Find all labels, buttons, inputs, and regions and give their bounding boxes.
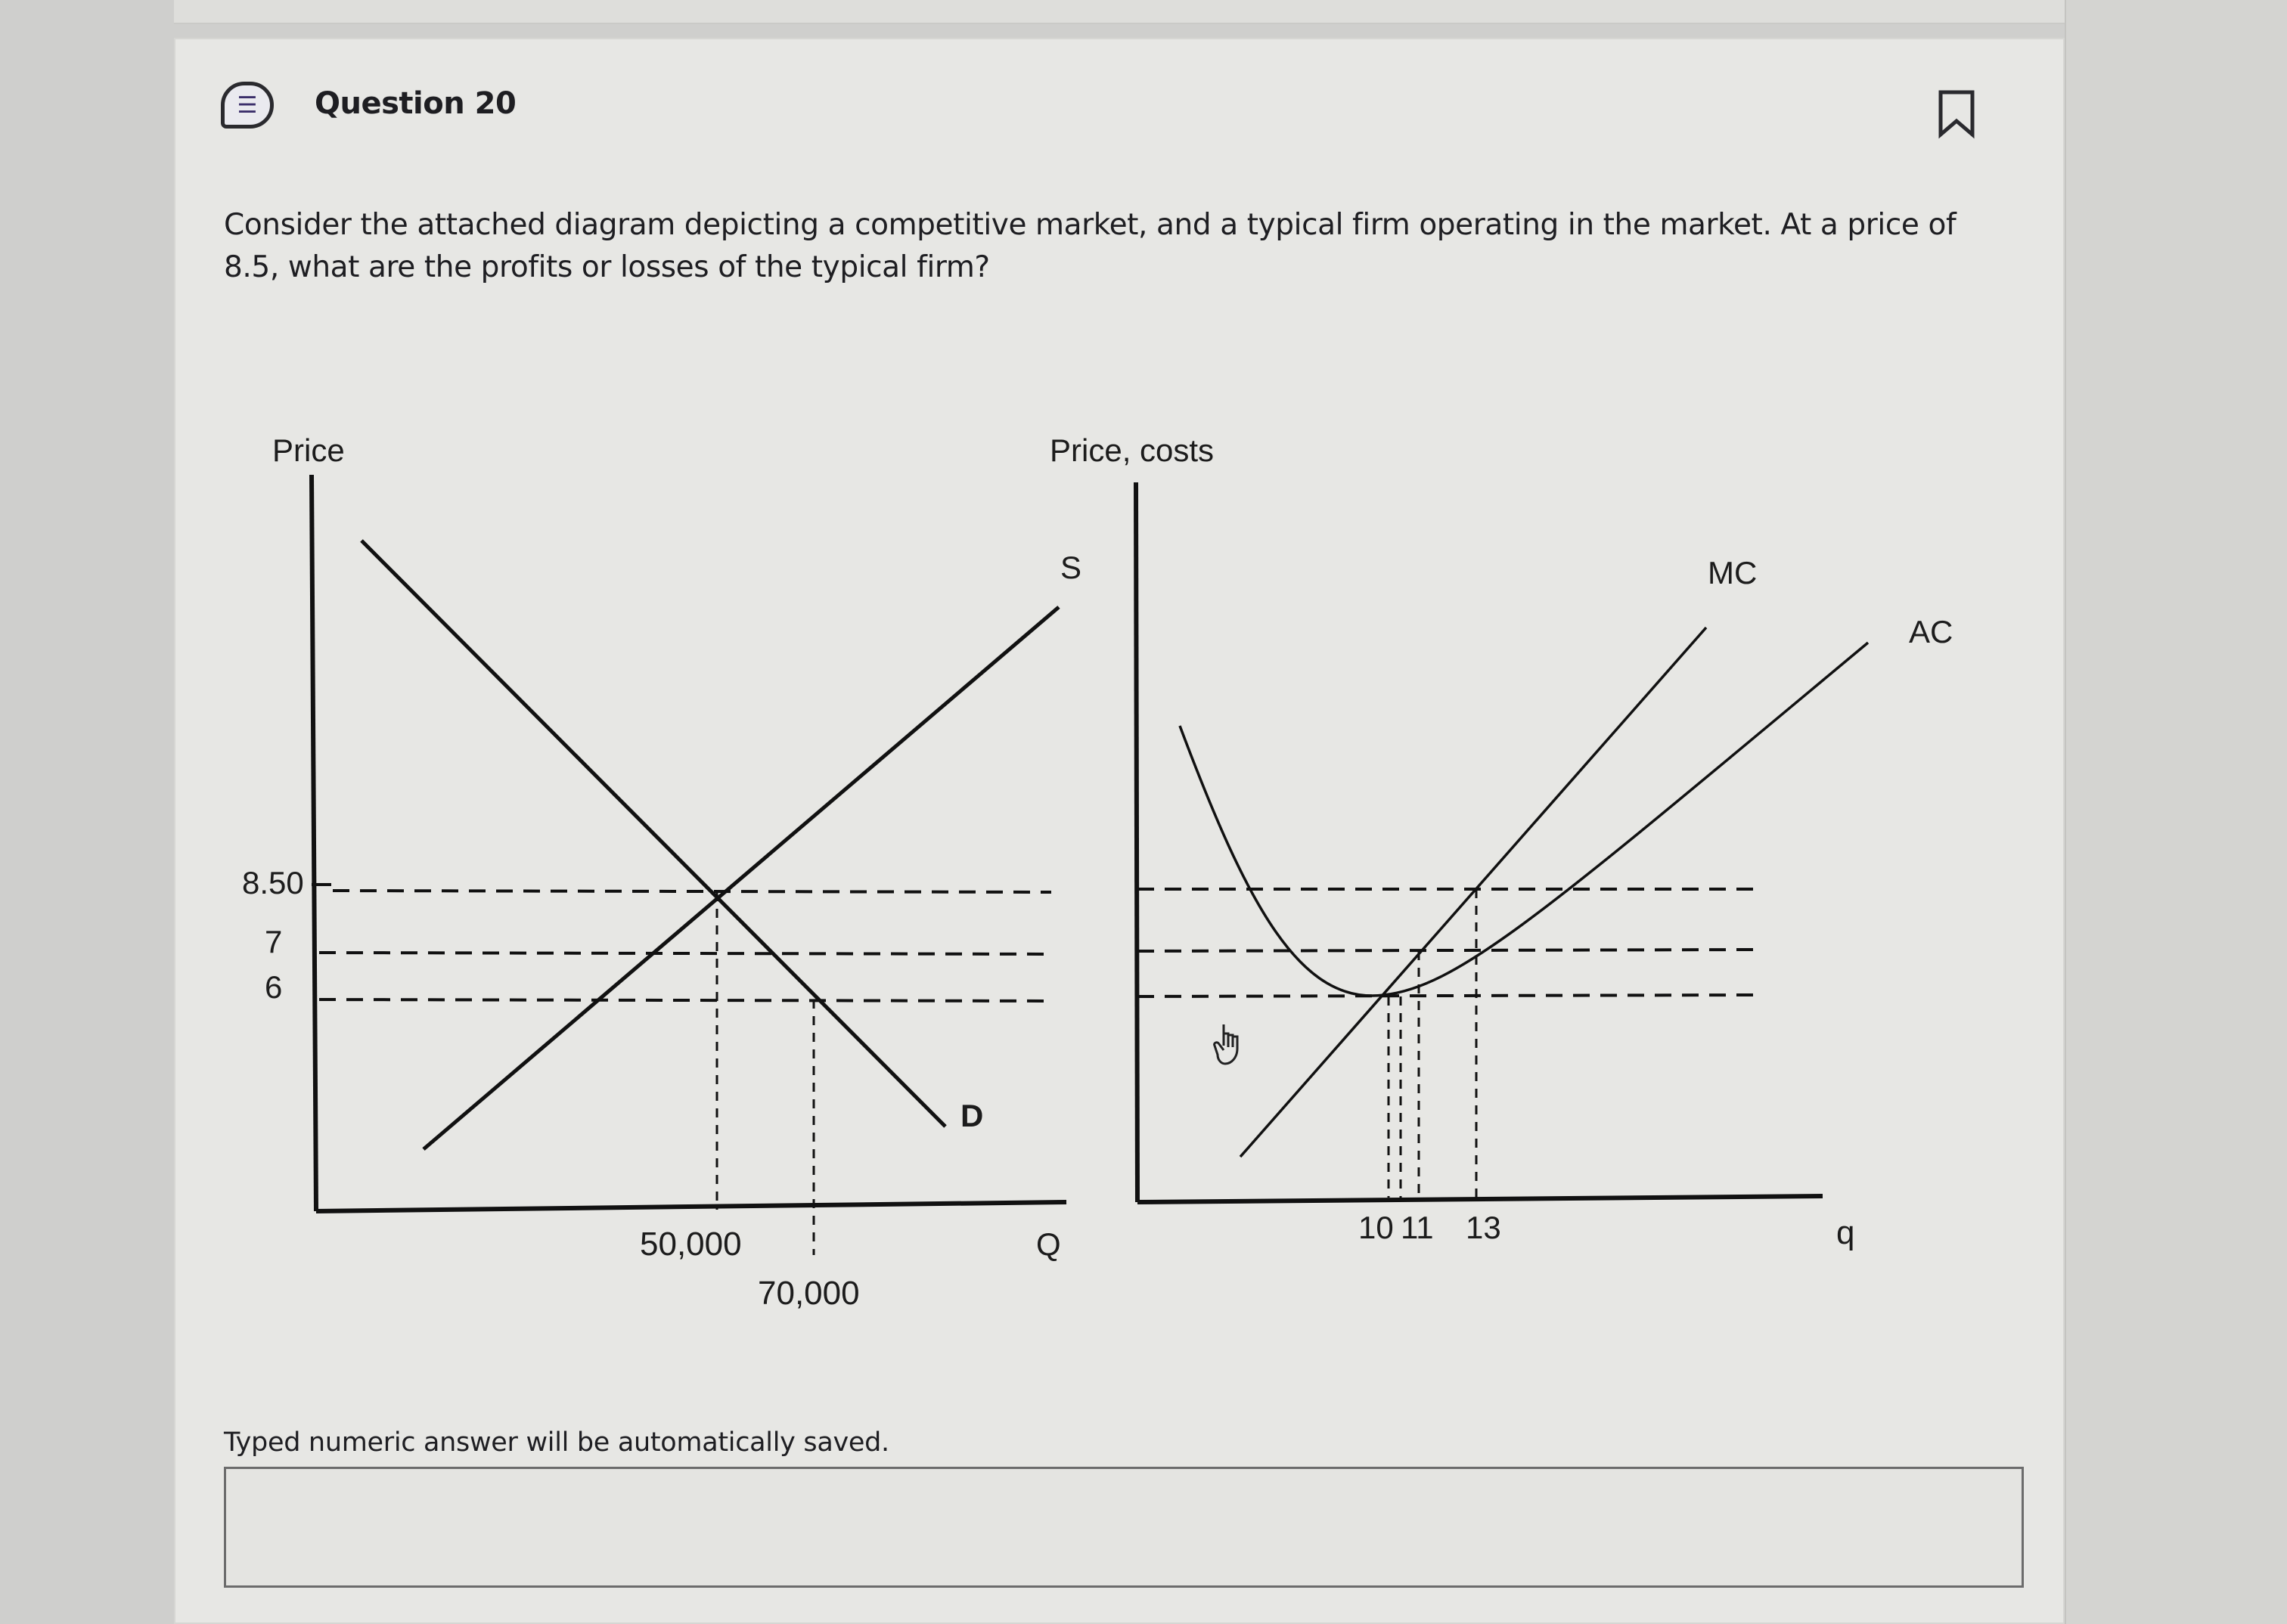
ac-label: AC: [1909, 614, 1953, 649]
firm-x-tick-11: 11: [1401, 1210, 1434, 1245]
hand-cursor-icon: [1215, 1024, 1237, 1064]
economics-figure: [219, 423, 2004, 1331]
demand-label: D: [960, 1098, 984, 1133]
firm-y-axis: [1136, 482, 1137, 1202]
market-x-axis: [316, 1202, 1066, 1211]
autosave-note: Typed numeric answer will be automatically saved.: [224, 1427, 889, 1458]
market-ref-line-850: [333, 891, 1051, 892]
question-title: Question 20: [315, 86, 517, 121]
market-ref-line-6: [319, 1000, 1051, 1001]
bookmark-icon[interactable]: [1938, 89, 1975, 139]
list-chat-icon: ☰: [221, 82, 274, 129]
supply-label: S: [1060, 550, 1082, 585]
firm-ref-line-6: [1137, 995, 1755, 996]
firm-x-label: q: [1836, 1214, 1855, 1251]
right-strip: [2065, 0, 2287, 1624]
market-diagram: [242, 432, 1081, 1312]
market-x-label: Q: [1036, 1226, 1061, 1262]
firm-y-label: Price, costs: [1050, 432, 1215, 468]
ac-curve: [1180, 643, 1868, 996]
supply-curve: [424, 607, 1059, 1149]
firm-x-tick-13: 13: [1466, 1210, 1501, 1245]
question-text: Consider the attached diagram depicting a competitive market, and a typical firm operating in the market. At a price of 8.5, what are the profits or losses of the typical firm?: [224, 208, 1957, 284]
market-y-label: Price: [272, 432, 345, 468]
market-x-tick-50000: 50,000: [640, 1226, 742, 1263]
demand-curve: [362, 541, 945, 1127]
market-x-tick-70000: 70,000: [758, 1275, 860, 1312]
market-y-tick-850: 8.50: [242, 865, 304, 900]
market-y-tick-7: 7: [265, 924, 283, 959]
market-y-tick-6: 6: [265, 969, 283, 1005]
numeric-answer-input[interactable]: [224, 1467, 2024, 1588]
mc-curve: [1240, 628, 1706, 1157]
top-strip: [174, 0, 2065, 24]
market-y-axis: [312, 475, 316, 1211]
firm-x-tick-10: 10: [1358, 1210, 1394, 1245]
mc-label: MC: [1708, 555, 1758, 590]
market-ref-line-7: [319, 953, 1051, 954]
firm-x-axis: [1137, 1196, 1823, 1202]
firm-diagram: [1050, 432, 1953, 1251]
firm-ref-line-7: [1137, 950, 1755, 951]
